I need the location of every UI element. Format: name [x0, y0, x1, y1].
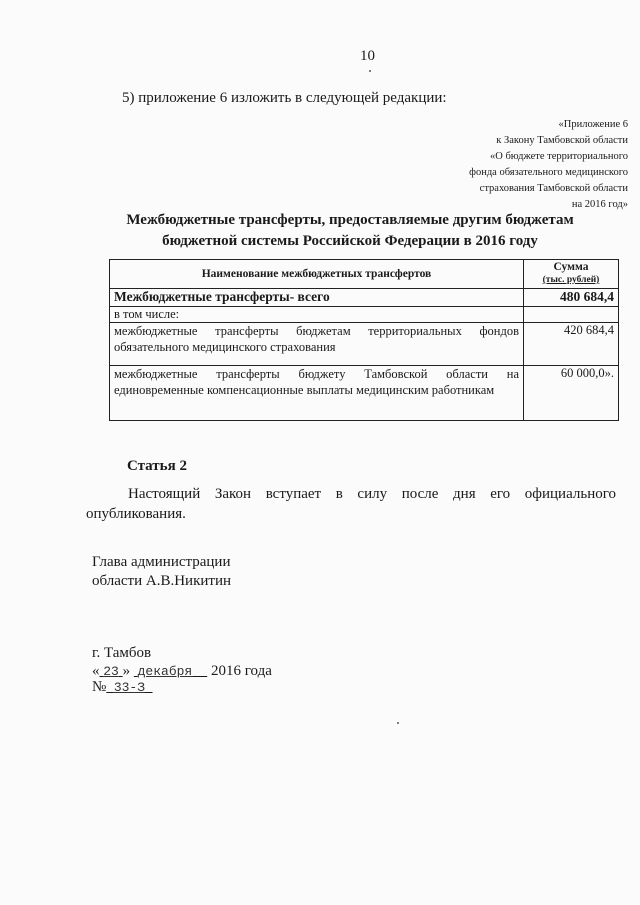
signature-line: области А.В.Никитин	[92, 573, 232, 589]
subhead-label: в том числе:	[110, 307, 524, 323]
speck-dot	[397, 722, 399, 724]
table-row	[110, 366, 619, 421]
total-value: 480 684,4	[524, 289, 619, 307]
table-row-total	[110, 289, 619, 307]
date-month: декабря	[137, 664, 193, 679]
appendix-reference	[388, 117, 628, 213]
appendix-ref-line: на 2016 год»	[571, 199, 628, 210]
subhead-empty-cell	[524, 307, 619, 323]
signature-block	[92, 553, 231, 591]
transfers-table	[109, 259, 619, 421]
appendix-ref-line: «О бюджете территориального	[490, 151, 628, 162]
signature-line: Глава администрации	[92, 554, 231, 570]
date-close-quote: »	[122, 663, 131, 679]
column-header-sum	[524, 260, 619, 289]
table-title	[100, 210, 600, 252]
date-open-quote: «	[92, 663, 100, 679]
date-year: 2016 года	[210, 663, 272, 679]
table-row	[110, 323, 619, 366]
table-title-line: Межбюджетные трансферты, предоставляемые другим бюджетам	[126, 212, 574, 228]
column-header-name: Наименование межбюджетных трансфертов	[110, 260, 524, 289]
header-sum-label: Сумма	[553, 261, 589, 273]
row-value: 60 000,0».	[524, 366, 619, 421]
number-value: 33-З	[113, 680, 146, 695]
instruction-text: 5) приложение 6 изложить в следующей редакции:	[122, 90, 447, 106]
appendix-ref-line: страхования Тамбовской области	[479, 183, 628, 194]
appendix-ref-line: «Приложение 6	[558, 119, 628, 130]
article-heading: Статья 2	[127, 458, 187, 474]
total-label: Межбюджетные трансферты- всего	[110, 289, 524, 307]
row-label: межбюджетные трансферты бюджету Тамбовской области на единовременные компенсационные выплаты медицинским работникам	[110, 366, 524, 421]
place-name: г. Тамбов	[92, 645, 152, 661]
appendix-ref-line: фонда обязательного медицинского	[469, 167, 628, 178]
table-row-subhead	[110, 307, 619, 323]
page-dot	[369, 70, 371, 72]
header-unit-label: (тыс. рублей)	[542, 275, 600, 285]
page-number: 10	[360, 48, 375, 64]
row-value: 420 684,4	[524, 323, 619, 366]
table-header-row	[110, 260, 619, 289]
date-day: 23	[103, 664, 119, 679]
document-number	[92, 679, 153, 696]
article-text: Настоящий Закон вступает в силу после дня его официального опубликования.	[86, 486, 616, 522]
appendix-ref-line: к Закону Тамбовской области	[496, 135, 628, 146]
row-label: межбюджетные трансферты бюджетам территориальных фондов обязательного медицинского страхования	[110, 323, 524, 366]
table-title-line: бюджетной системы Российской Федерации в 2016 году	[162, 233, 538, 249]
date-line	[92, 663, 272, 680]
number-prefix: №	[92, 679, 107, 695]
